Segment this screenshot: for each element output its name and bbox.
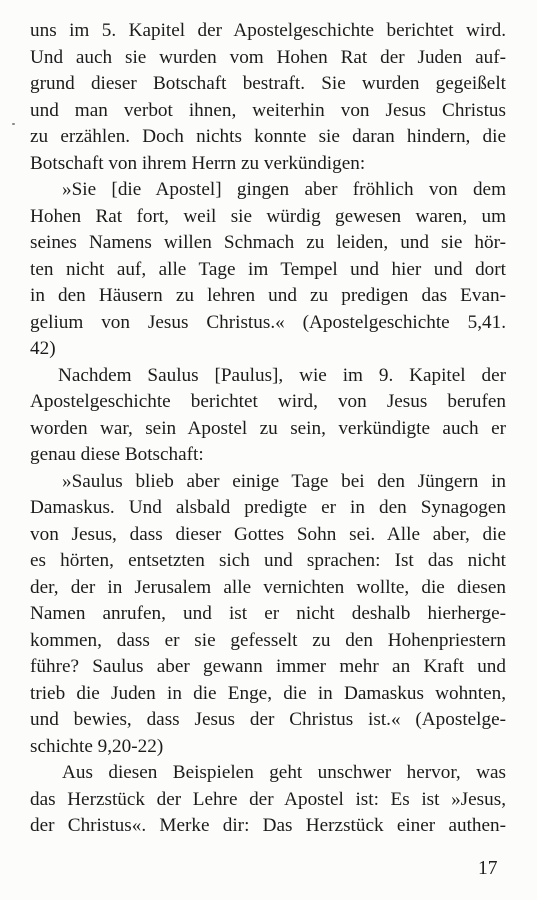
text-line: und bewies, dass Jesus der Christus ist.« (Apostelge-	[30, 709, 506, 730]
text-line: Namen anrufen, und ist er nicht deshalb hierherge-	[30, 603, 506, 624]
text-line: von Jesus, dass dieser Gottes Sohn sei. Alle aber, die	[30, 523, 506, 545]
text-line: worden war, sein Apostel zu sein, verkündigte auch er	[30, 417, 506, 439]
text-line: Und auch sie wurden vom Hohen Rat der Juden auf-	[30, 46, 506, 68]
text-line: es hörten, entsetzten sich und sprachen: Ist das nicht	[30, 550, 506, 571]
text-line: Botschaft von ihrem Herrn zu verkündigen:	[30, 152, 366, 174]
text-line: in den Häusern zu lehren und zu predigen das Evan-	[30, 285, 506, 306]
text-line: trieb die Juden in die Enge, die in Damaskus wohnten,	[30, 682, 506, 704]
text-line: der, der in Jerusalem alle vernichten wollte, die diesen	[30, 576, 506, 598]
text-line: ten nicht auf, alle Tage im Tempel und hier und dort	[30, 258, 506, 280]
page-number: 17	[478, 858, 498, 879]
text-line: der Christus«. Merke dir: Das Herzstück einer authen-	[30, 815, 506, 836]
body-text	[30, 18, 506, 840]
text-line: genau diese Botschaft:	[30, 444, 204, 465]
text-line: zu erzählen. Doch nichts konnte sie daran hindern, die	[30, 126, 506, 147]
text-line: Nachdem Saulus [Paulus], wie im 9. Kapitel der	[58, 364, 506, 386]
text-line: uns im 5. Kapitel der Apostelgeschichte berichtet wird.	[30, 20, 506, 41]
text-line: Apostelgeschichte berichtet wird, von Jesus berufen	[30, 391, 506, 412]
text-line: Damaskus. Und alsbald predigte er in den Synagogen	[30, 497, 506, 518]
text-line: Aus diesen Beispielen geht unschwer hervor, was	[62, 762, 506, 783]
text-line: 42)	[30, 338, 56, 359]
text-line: das Herzstück der Lehre der Apostel ist: Es ist »Jesus,	[30, 788, 506, 810]
text-line: »Sie [die Apostel] gingen aber fröhlich von dem	[62, 179, 506, 200]
text-line: führe? Saulus aber gewann immer mehr an Kraft und	[30, 656, 506, 677]
scan-speck	[12, 123, 15, 125]
text-line: und man verbot ihnen, weiterhin von Jesus Christus	[30, 99, 506, 121]
text-line: schichte 9,20-22)	[30, 735, 164, 757]
text-line: seines Namens willen Schmach zu leiden, und sie hör-	[30, 232, 506, 253]
text-line: Hohen Rat fort, weil sie würdig gewesen waren, um	[30, 205, 506, 227]
text-line: grund dieser Botschaft bestraft. Sie wurden gegeißelt	[30, 73, 506, 94]
text-line: »Saulus blieb aber einige Tage bei den Jüngern in	[62, 470, 506, 492]
text-line: kommen, dass er sie gefesselt zu den Hohenpriestern	[30, 629, 506, 651]
text-line: gelium von Jesus Christus.« (Apostelgeschichte 5,41.	[30, 311, 506, 333]
